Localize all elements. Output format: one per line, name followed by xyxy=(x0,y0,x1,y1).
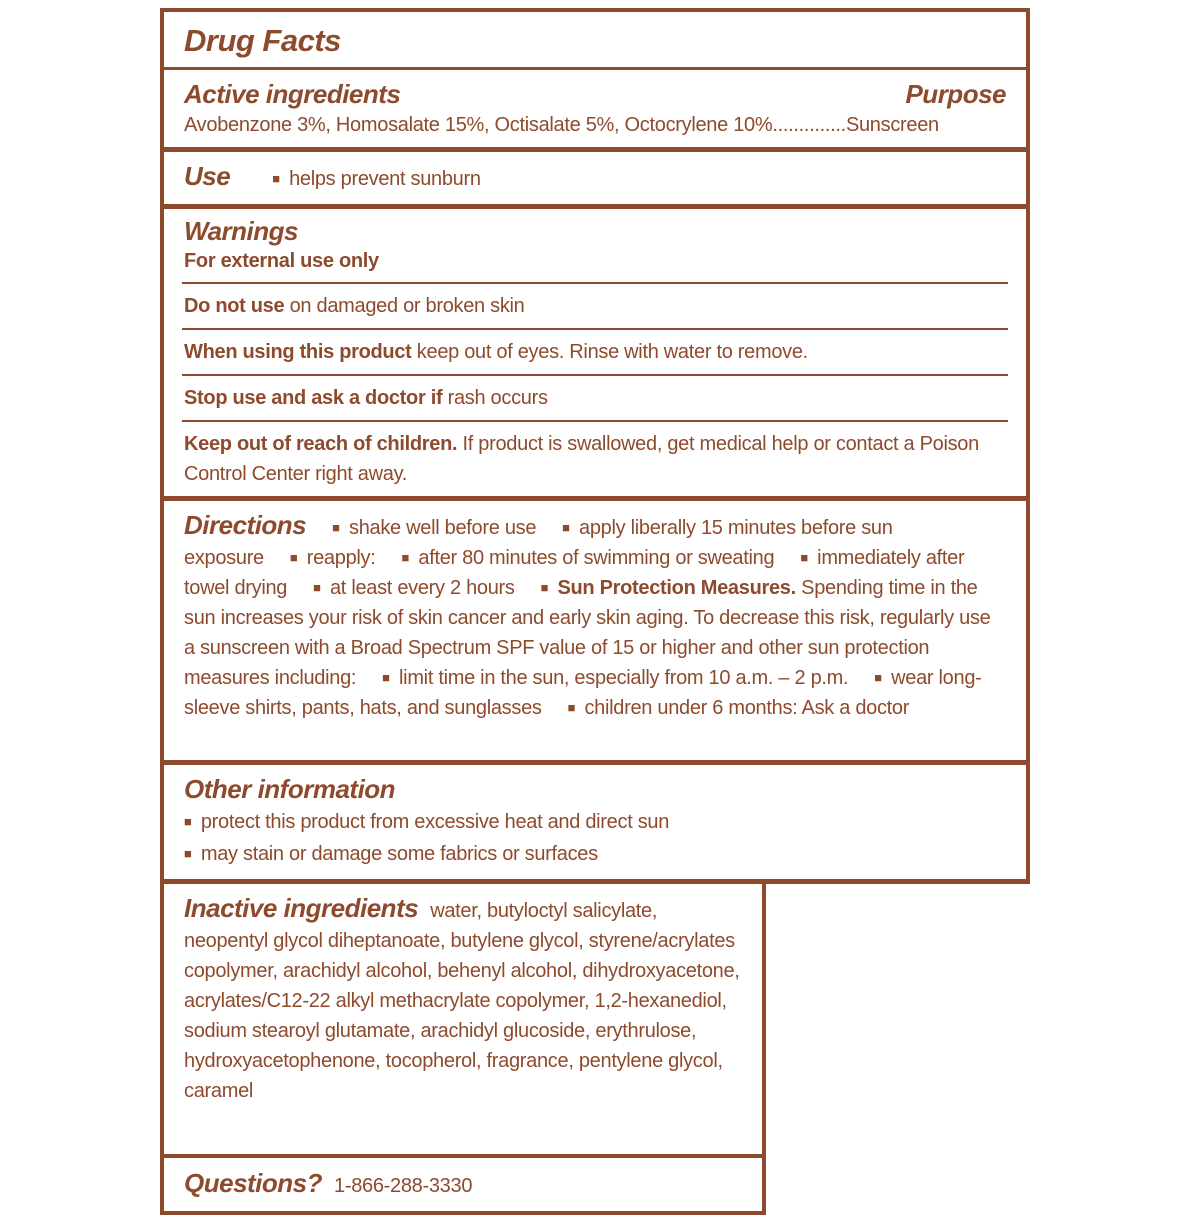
directions-text xyxy=(184,509,1006,723)
leader-dots: .............. xyxy=(772,114,846,136)
directions-item xyxy=(332,517,536,539)
bullet-icon: ■ xyxy=(874,670,883,685)
other-item xyxy=(184,807,1006,837)
directions-item-text: after 80 minutes of swimming or sweating xyxy=(418,547,775,569)
drug-facts-label xyxy=(160,8,1030,1215)
bullet-icon: ■ xyxy=(313,580,321,595)
directions-item xyxy=(290,547,376,569)
warning-row-keep-out xyxy=(182,420,1008,496)
directions-sub-item-text: limit time in the sun, especially from 10 a.m. – 2 p.m. xyxy=(399,667,849,689)
bullet-icon: ■ xyxy=(401,550,410,565)
bullet-icon: ■ xyxy=(382,670,391,685)
inactive-ingredients-text xyxy=(184,892,742,1106)
use-item-text: helps prevent sunburn xyxy=(289,168,481,190)
questions-row xyxy=(184,1167,742,1201)
other-information-heading: Other information xyxy=(184,774,396,804)
warning-text: rash occurs xyxy=(447,387,548,409)
active-ingredients-heading: Active ingredients xyxy=(184,79,401,109)
drug-facts-panel-main xyxy=(160,8,1030,884)
directions-sub-item xyxy=(382,667,848,689)
section-inactive-ingredients xyxy=(164,884,762,1158)
warning-text: on damaged or broken skin xyxy=(289,295,525,317)
bullet-icon: ■ xyxy=(540,580,549,595)
warning-row-do-not-use xyxy=(182,282,1008,328)
warning-row-when-using xyxy=(182,328,1008,374)
active-ingredients-header-row xyxy=(184,78,1006,110)
other-item-text: may stain or damage some fabrics or surfaces xyxy=(200,843,598,865)
warnings-header xyxy=(164,209,1026,282)
directions-sub-item xyxy=(568,697,910,719)
section-active-ingredients xyxy=(164,70,1026,152)
active-ingredients-row xyxy=(184,110,1006,140)
inactive-ingredients-heading: Inactive ingredients xyxy=(184,893,419,923)
use-row xyxy=(184,160,1006,194)
warnings-heading: Warnings xyxy=(184,216,298,246)
directions-sub-item-text: wear long-sleeve shirts, pants, hats, and sunglasses xyxy=(184,667,982,719)
warning-bold: Do not use xyxy=(184,295,285,317)
purpose-heading: Purpose xyxy=(905,79,1006,109)
directions-heading: Directions xyxy=(184,510,307,540)
bullet-icon: ■ xyxy=(567,700,576,715)
warning-bold: When using this product xyxy=(184,341,412,363)
directions-sub-item-text: children under 6 months: Ask a doctor xyxy=(584,697,910,719)
section-use xyxy=(164,152,1026,209)
section-questions xyxy=(164,1158,762,1211)
bullet-icon: ■ xyxy=(562,520,571,535)
bullet-icon: ■ xyxy=(800,550,809,565)
section-warnings xyxy=(164,209,1026,501)
directions-item xyxy=(402,547,775,569)
section-title xyxy=(164,12,1026,70)
warning-text: keep out of eyes. Rinse with water to remove. xyxy=(416,341,808,363)
bullet-icon: ■ xyxy=(184,814,192,829)
other-item xyxy=(184,839,1006,869)
warning-row-stop-use xyxy=(182,374,1008,420)
directions-item-text: at least every 2 hours xyxy=(329,577,515,599)
sun-protection-text: Spending time in the sun increases your risk of skin cancer and early skin aging. To decrease this risk, regularly use a sunscreen with a Broad Spectrum SPF value of 15 or higher and other sun protection measures including: xyxy=(184,577,991,689)
bullet-icon: ■ xyxy=(289,550,298,565)
section-other-information xyxy=(164,765,1026,879)
bullet-icon: ■ xyxy=(184,846,192,861)
drug-facts-title: Drug Facts xyxy=(184,23,341,58)
questions-heading: Questions? xyxy=(184,1168,323,1198)
external-use-note: For external use only xyxy=(184,250,379,272)
drug-facts-panel-lower xyxy=(160,884,766,1215)
active-ingredients-list: Avobenzone 3%, Homosalate 15%, Octisalate 5%, Octocrylene 10% xyxy=(184,114,773,136)
use-heading: Use xyxy=(184,161,231,191)
directions-item-text: immediately after towel drying xyxy=(184,547,965,599)
directions-item-text: shake well before use xyxy=(349,517,537,539)
inactive-ingredients-list: water, butyloctyl salicylate, neopentyl glycol diheptanoate, butylene glycol, styrene/acrylates copolymer, arachidyl alcohol, behenyl alcohol, dihydroxyacetone, acrylates/C12-22 alkyl methacrylate copolymer, 1,2-hexanediol, sodium stearoyl glutamate, arachidyl glucoside, erythrulose, hydroxyacetophenone, tocopherol, fragrance, pentylene glycol, caramel xyxy=(184,900,740,1102)
directions-item-text: reapply: xyxy=(306,547,376,569)
directions-item-text: apply liberally 15 minutes before sun exposure xyxy=(184,517,893,569)
section-directions xyxy=(164,501,1026,765)
use-item xyxy=(272,164,480,194)
sun-protection-heading: Sun Protection Measures. xyxy=(557,577,796,599)
bullet-icon: ■ xyxy=(332,520,341,535)
warning-text: If product is swallowed, get medical help or contact a Poison Control Center right away. xyxy=(184,433,979,485)
questions-phone: 1-866-288-3330 xyxy=(334,1175,473,1197)
purpose-value: Sunscreen xyxy=(845,114,939,136)
warning-bold: Keep out of reach of children. xyxy=(184,433,458,455)
directions-item xyxy=(313,577,514,599)
other-item-text: protect this product from excessive heat and direct sun xyxy=(200,811,670,833)
bullet-icon: ■ xyxy=(272,171,281,186)
warning-bold: Stop use and ask a doctor if xyxy=(184,387,443,409)
